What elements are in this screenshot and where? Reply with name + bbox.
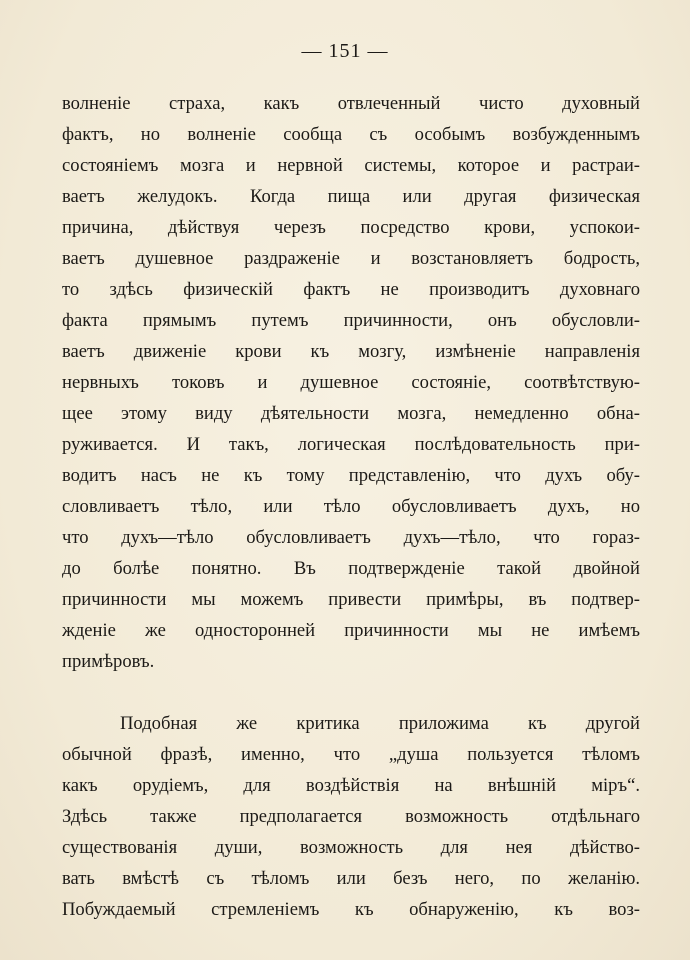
text-line: ваетъ желудокъ. Когда пища или другая физическая (62, 186, 640, 207)
paragraph-1 (62, 88, 640, 677)
text-line: нервныхъ токовъ и душевное состояніе, соотвѣтствую- (62, 372, 640, 393)
text-line: что духъ—тѣло обусловливаетъ духъ—тѣло, что гораз- (62, 527, 640, 548)
text-line: причинности мы можемъ привести примѣры, въ подтвер- (62, 589, 640, 610)
text-line: примѣровъ. (62, 651, 155, 672)
text-line: щее этому виду дѣятельности мозга, немедленно обна- (62, 403, 640, 424)
text-line: состояніемъ мозга и нервной системы, которое и растраи- (62, 155, 640, 176)
text-line: факта прямымъ путемъ причинности, онъ обусловли- (62, 310, 640, 331)
text-line: вать вмѣстѣ съ тѣломъ или безъ него, по желанію. (62, 868, 640, 889)
text-line: Побуждаемый стремленіемъ къ обнаруженію, къ воз- (62, 899, 640, 920)
text-line: ваетъ душевное раздраженіе и возстановляетъ бодрость, (62, 248, 640, 269)
text-line: Подобная же критика приложима къ другой (120, 713, 640, 734)
text-line: существованія души, возможность для нея дѣйство- (62, 837, 640, 858)
text-line: какъ орудіемъ, для воздѣйствія на внѣшній міръ“. (62, 775, 640, 796)
text-line: фактъ, но волненіе сообща съ особымъ возбужденнымъ (62, 124, 640, 145)
text-line: Здѣсь также предполагается возможность отдѣльнаго (62, 806, 640, 827)
text-line: ваетъ движеніе крови къ мозгу, измѣненіе направленія (62, 341, 640, 362)
text-line: руживается. И такъ, логическая послѣдовательность при- (62, 434, 640, 455)
text-line: водитъ насъ не къ тому представленію, что духъ обу- (62, 465, 640, 486)
text-line: словливаетъ тѣло, или тѣло обусловливаетъ духъ, но (62, 496, 640, 517)
text-line: до болѣе понятно. Въ подтвержденіе такой двойной (62, 558, 640, 579)
text-line: то здѣсь физическій фактъ не производитъ духовнаго (62, 279, 640, 300)
page-number: — 151 — (301, 40, 389, 62)
paragraph-2 (62, 708, 640, 925)
text-line: обычной фразѣ, именно, что „душа пользуется тѣломъ (62, 744, 640, 765)
text-line: волненіе страха, какъ отвлеченный чисто духовный (62, 93, 640, 114)
text-line: жденіе же односторонней причинности мы не имѣемъ (62, 620, 640, 641)
text-line: причина, дѣйствуя черезъ посредство крови, успокои- (62, 217, 640, 238)
